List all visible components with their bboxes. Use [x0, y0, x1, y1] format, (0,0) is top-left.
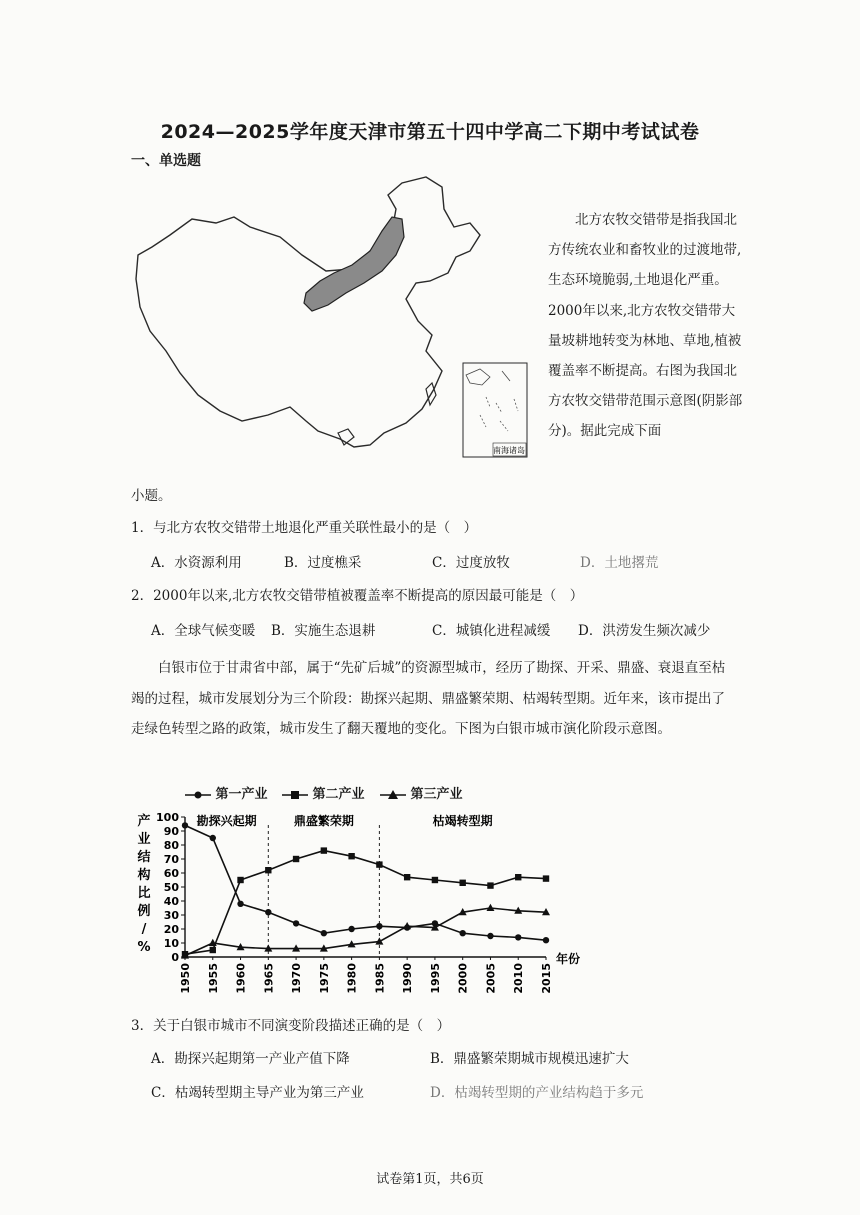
q1-option-d[interactable]: D．土地撂荒 [580, 555, 659, 571]
q2-option-a[interactable]: A．全球气候变暖 [151, 623, 256, 639]
q1-option-a[interactable]: A．水资源利用 [151, 555, 242, 571]
x-tick-label: 1955 [206, 963, 220, 994]
legend-label-secondary: 第二产业 [312, 787, 365, 802]
y-tick-label: 0 [171, 951, 179, 964]
x-tick-label: 1975 [317, 963, 331, 994]
y-tick-label: 80 [163, 839, 179, 852]
question-1-stem: 1．与北方农牧交错带土地退化严重关联性最小的是（ ） [131, 520, 478, 536]
y-axis-label-char: 构 [137, 868, 151, 883]
data-point-circle [459, 930, 465, 936]
q3-option-b[interactable]: B．鼎盛繁荣期城市规模迅速扩大 [430, 1051, 629, 1067]
question-3-stem: 3．关于白银市城市不同演变阶段描述正确的是（ ） [131, 1018, 451, 1034]
question-2-stem: 2．2000年以来,北方农牧交错带植被覆盖率不断提高的原因最可能是（ ） [131, 588, 584, 604]
q3-option-d[interactable]: D．枯竭转型期的产业结构趋于多元 [430, 1085, 644, 1101]
data-point-square [487, 882, 493, 888]
data-point-circle [376, 923, 382, 929]
x-tick-label: 2010 [512, 963, 526, 994]
q1-option-c[interactable]: C．过度放牧 [432, 555, 510, 571]
q1-option-b[interactable]: B．过度樵采 [284, 555, 362, 571]
data-point-circle [543, 937, 549, 943]
stage-label: 枯竭转型期 [432, 814, 493, 828]
y-tick-label: 40 [163, 895, 179, 908]
y-axis-label-char: 业 [137, 832, 151, 847]
stage-label: 鼎盛繁荣期 [293, 814, 354, 828]
legend-item-primary [185, 783, 268, 802]
data-point-triangle [486, 904, 494, 911]
x-tick-label: 1985 [373, 963, 387, 994]
page-title: 2024—2025学年度天津市第五十四中学高二下期中考试试卷 [160, 121, 700, 143]
y-tick-label: 70 [163, 853, 179, 866]
data-point-circle [293, 920, 299, 926]
y-tick-label: 60 [163, 867, 179, 880]
x-axis-label: 年份 [556, 952, 581, 966]
data-point-circle [487, 933, 493, 939]
data-point-square [404, 874, 410, 880]
inset-label: 南海诸岛 [493, 446, 525, 455]
y-tick-label: 30 [163, 909, 179, 922]
legend-label-tertiary: 第三产业 [410, 787, 463, 802]
passage-text: 白银市位于甘肃省中部，属于“先矿后城”的资源型城市，经历了勘探、开采、鼎盛、衰退直至枯竭的过程，城市发展划分为三个阶段：勘探兴起期、鼎盛繁荣期、枯竭转型期。近年来，该市提出了走绿色转型之路的政策，城市发生了翻天覆地的变化。下图为白银市城市演化阶段示意图。 [131, 660, 726, 737]
x-tick-label: 1970 [290, 963, 304, 994]
q3-option-a[interactable]: A．勘探兴起期第一产业产值下降 [151, 1051, 350, 1067]
y-tick-label: 20 [163, 923, 179, 936]
data-point-square [459, 880, 465, 886]
x-tick-label: 1980 [345, 963, 359, 994]
legend-label-primary: 第一产业 [215, 787, 268, 802]
y-tick-label: 90 [163, 825, 179, 838]
page-footer: 试卷第1页，共6页 [376, 1172, 484, 1187]
data-point-circle [515, 934, 521, 940]
data-point-square [432, 877, 438, 883]
data-point-square [210, 947, 216, 953]
agro-pastoral-belt [304, 217, 404, 311]
data-point-circle [210, 835, 216, 841]
y-axis-label-char: 结 [137, 850, 151, 865]
china-map [130, 175, 530, 475]
x-tick-label: 1990 [401, 963, 415, 994]
china-outline [136, 177, 480, 447]
q3-option-c[interactable]: C．枯竭转型期主导产业为第三产业 [151, 1085, 364, 1101]
data-point-circle [237, 901, 243, 907]
y-tick-label: 100 [156, 811, 179, 824]
intro-text: 北方农牧交错带是指我国北方传统农业和畜牧业的过渡地带,生态环境脆弱,土地退化严重。2000年以来,北方农牧交错带大量坡耕地转变为林地、草地,植被覆盖率不断提高。右图为我国北方农牧交错带范围示意图(阴影部分)。据此完成下面 [548, 212, 743, 440]
data-point-circle [182, 822, 188, 828]
data-point-square [376, 861, 382, 867]
x-tick-label: 1950 [179, 963, 192, 994]
data-point-square [293, 856, 299, 862]
q2-option-c[interactable]: C．城镇化进程减缓 [432, 623, 551, 639]
triangle-marker-icon [380, 789, 406, 801]
y-tick-label: 10 [163, 937, 179, 950]
x-tick-label: 2015 [540, 963, 553, 994]
x-tick-label: 1995 [428, 963, 442, 994]
y-axis-label-char: / [141, 922, 147, 937]
data-point-square [265, 867, 271, 873]
x-tick-label: 1960 [234, 963, 248, 994]
y-tick-label: 50 [163, 881, 179, 894]
y-axis-label-char: % [137, 940, 151, 955]
x-tick-label: 2005 [484, 963, 498, 994]
data-point-circle [348, 926, 354, 932]
data-point-circle [321, 930, 327, 936]
data-point-square [515, 874, 521, 880]
q2-option-d[interactable]: D．洪涝发生频次减少 [578, 623, 711, 639]
stage-label: 勘探兴起期 [196, 814, 257, 828]
south-china-sea-inset [463, 363, 527, 457]
legend-item-tertiary [380, 783, 463, 802]
x-tick-label: 1965 [262, 963, 276, 994]
section-heading: 一、单选题 [131, 153, 201, 169]
data-point-circle [265, 909, 271, 915]
data-point-triangle [375, 937, 383, 944]
y-axis-label-char: 例 [137, 904, 151, 919]
data-point-square [543, 875, 549, 881]
legend-item-secondary [282, 783, 365, 802]
data-point-square [348, 853, 354, 859]
data-point-square [237, 877, 243, 883]
y-axis-label-char: 产 [137, 814, 151, 829]
y-axis-label-char: 比 [137, 886, 151, 901]
intro-tail: 小题。 [131, 488, 172, 504]
q2-option-b[interactable]: B．实施生态退耕 [271, 623, 376, 639]
data-point-square [321, 847, 327, 853]
industry-structure-chart [130, 805, 610, 1005]
x-tick-label: 2000 [456, 963, 470, 994]
square-marker-icon [282, 789, 308, 801]
circle-marker-icon [185, 789, 211, 801]
